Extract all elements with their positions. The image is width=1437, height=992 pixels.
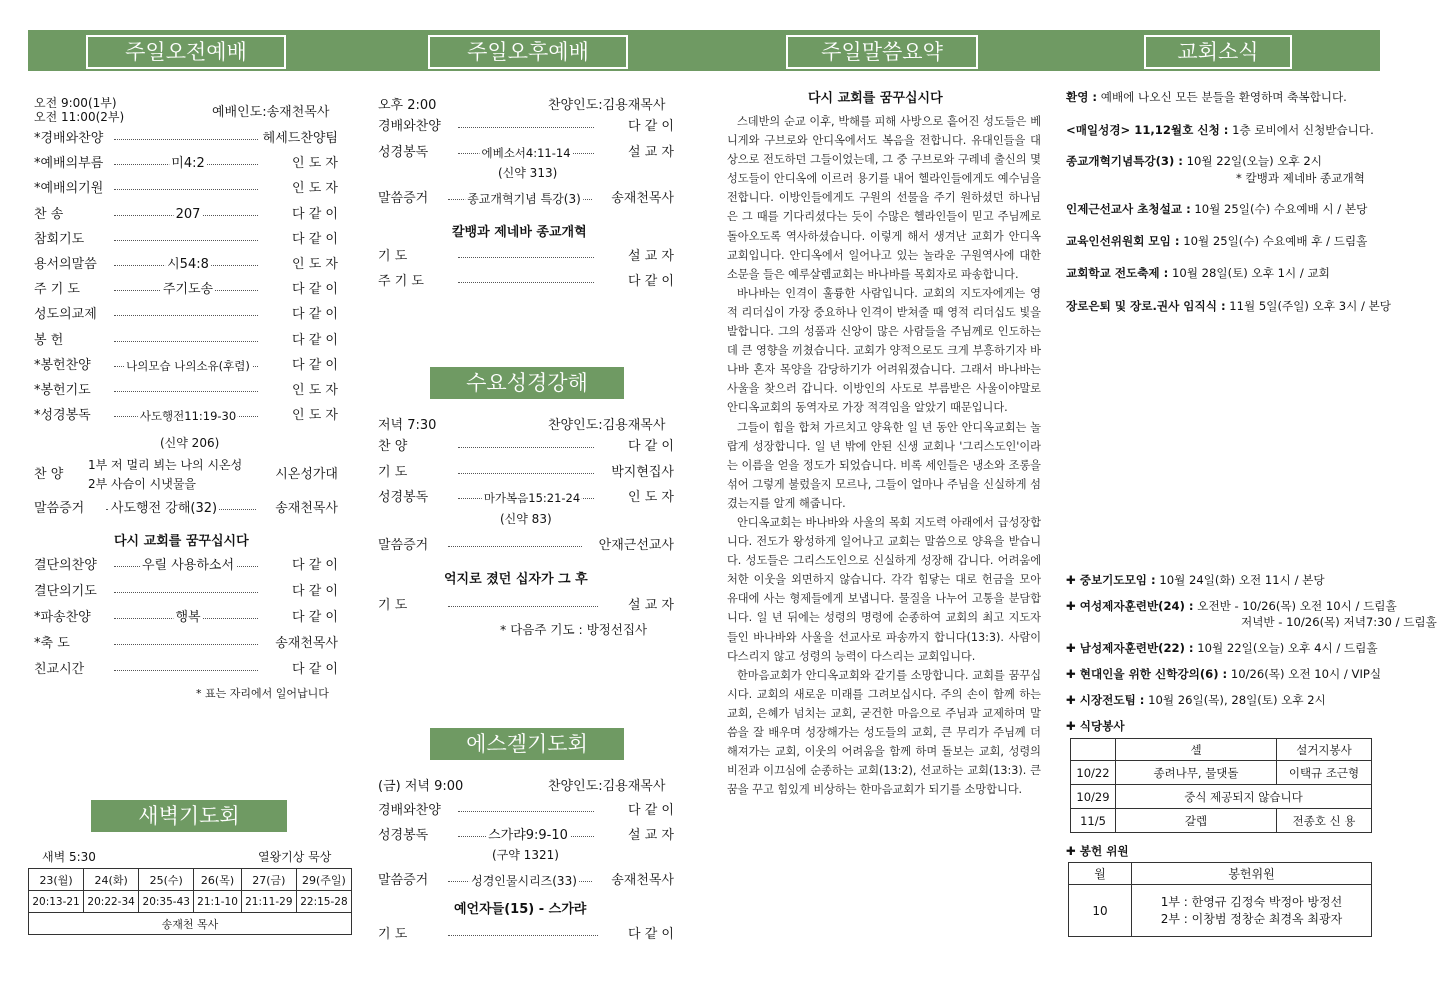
news-item-text: 10월 25일(수) 수요예배 시 / 본당 — [1190, 202, 1368, 216]
dawn-type: 열왕기상 묵상 — [258, 850, 332, 864]
dawn-day: 26(목) — [194, 869, 241, 891]
sermon-right: 안재근선교사 — [598, 538, 674, 553]
order-label: *축 도 — [34, 636, 70, 651]
praise-line-1: 1부 저 멀리 뵈는 나의 시온성 — [88, 458, 243, 472]
dotted-leader — [114, 592, 258, 593]
order-right: 다 같 이 — [292, 662, 338, 677]
offering-header-month: 월 — [1069, 863, 1132, 885]
order-row — [34, 583, 338, 601]
sermon-label: 말씀증거 — [378, 538, 429, 553]
order-right: 다 같 이 — [292, 231, 338, 247]
news-bullet-item — [1241, 614, 1437, 630]
offering-title: 봉헌 위원 — [1079, 844, 1129, 858]
news-item-title: 인제근선교사 초청설교 : — [1066, 202, 1191, 216]
bullet-icon: ✚ — [1066, 641, 1080, 655]
news-bullet-title: 여성제자훈련반(24) : — [1079, 599, 1194, 613]
news-item-text: 예배에 나오신 모든 분들을 환영하며 축복합니다. — [1097, 90, 1347, 104]
order-mid: 마가복음15:21-24 — [483, 491, 581, 505]
morning-scripture-page: (신약 206) — [160, 436, 220, 450]
dotted-leader — [114, 644, 258, 645]
order-right: 인 도 자 — [292, 257, 338, 272]
praise-label: 찬 양 — [34, 467, 64, 482]
order-label: *파송찬양 — [34, 610, 91, 625]
offering-table — [1068, 862, 1372, 937]
news-bullet-text: 10월 22일(오늘) 오후 4시 / 드림홀 — [1193, 641, 1378, 655]
order-row — [34, 661, 338, 679]
wednesday-leader: 찬양인도:김용재목사 — [548, 418, 666, 433]
order-right: 헤세드찬양팀 — [262, 131, 338, 146]
order-right: 다 같 이 — [292, 584, 338, 599]
bullet-icon: ✚ — [1066, 844, 1080, 858]
ezekiel-time: (금) 저녁 9:00 — [378, 779, 464, 794]
news-bullet-title: 중보기도모임 : — [1079, 573, 1156, 587]
dawn-day: 23(월) — [29, 869, 84, 891]
order-row — [378, 827, 674, 845]
order-mid: 우릴 사용하소서 — [141, 558, 235, 573]
news-item-title: 교회학교 전도축제 : — [1066, 266, 1169, 280]
order-label: 찬 양 — [378, 439, 408, 454]
meal-header-date — [1071, 739, 1116, 761]
order-right: 다 같 이 — [292, 206, 338, 222]
order-label: 주 기 도 — [34, 282, 80, 298]
news-item-title: 종교개혁기념특강(3) : — [1066, 154, 1183, 168]
order-row — [378, 144, 674, 162]
morning-praise-row — [34, 460, 338, 496]
offering-line-2: 2부 : 이창범 정창순 최경옥 최광자 — [1160, 911, 1343, 926]
news-item-title: <매일성경> 11,12월호 신청 : — [1066, 123, 1229, 137]
special-lecture-note: * 칼뱅과 제네바 종교개혁 — [1236, 171, 1365, 185]
morning-footnote: * 표는 자리에서 일어납니다 — [196, 687, 329, 700]
order-label: *봉헌기도 — [34, 383, 91, 398]
news-bullet-item — [1066, 598, 1397, 614]
order-mid: 시54:8 — [167, 257, 209, 272]
sermon-paragraph: 스데반의 순교 이후, 박해를 피해 사방으로 흩어진 성도들은 베니게와 구브로와 안디옥에서도 복음을 전합니다. 유대인들을 대상으로 전도하던 그들이었는데, 그 중 구브로와 구레네 출신의 몇 성도들이 안디옥에 이르러 용기를 내어 헬라인들에게도 예수님을 전합니다. 이방인들에게도 구원의 선물을 주기 원하셨던 하나님은 그 때를 기다리셨다는 듯이 수많은 헬라인들이 믿고 주님께로 돌아오도록 역사하셨습니다. 이렇게 해서 생겨난 교회가 안디옥교회입니다. 안디옥에서 일어나고 있는 놀라운 구원역사에 대한 소문을 들은 예루살렘교회는 바나바를 목회자로 파송합니다. — [727, 115, 1041, 281]
news-bullet-item — [1066, 640, 1378, 656]
order-label: 성경봉독 — [378, 145, 429, 160]
order-mid: 주기도송 — [162, 282, 214, 298]
praise-right: 시온성가대 — [275, 467, 338, 482]
order-label: *봉헌찬양 — [34, 357, 91, 373]
order-row — [378, 489, 674, 507]
sermon-paragraph: 그들이 힘을 합쳐 가르치고 양육한 일 년 동안 안디옥교회는 놀랍게 성장합니다. 일 년 밖에 안된 신생 교회나 '그리스도인'이라는 이름을 얻을 정도가 되었습니다. 비록 세인들은 냉소와 조롱을 섞어 그렇게 불렀을지 모르나, 그들이 얼마나 주님을 신실하게 섬겼는지를 알게 해줍니다. — [727, 420, 1041, 510]
news-bullet-text: 저녁반 - 10/26(목) 저녁7:30 / 드림홀 — [1241, 615, 1437, 629]
sermon-summary-title: 다시 교회를 꿈꾸십시다 — [808, 91, 943, 106]
afternoon-sermon-row — [378, 190, 674, 208]
order-mid: 행복 — [175, 610, 201, 625]
order-label: 참회기도 — [34, 231, 85, 247]
order-row — [34, 557, 338, 575]
sermon-header: 주일말씀요약 — [786, 35, 978, 69]
news-item — [1066, 201, 1367, 217]
morning-time-2: 오전 11:00(2부) — [34, 110, 125, 124]
order-label: 봉 헌 — [34, 332, 64, 348]
dawn-passage: 21:1-10 — [194, 891, 241, 913]
order-label: 찬 송 — [34, 206, 64, 222]
order-label: 결단의기도 — [34, 584, 97, 599]
sermon-right: 송재천목사 — [275, 501, 338, 516]
order-right: 다 같 이 — [628, 439, 674, 454]
meal-date: 10/29 — [1071, 785, 1116, 809]
order-label: *성경봉독 — [34, 408, 91, 424]
order-mid: 사도행전11:19-30 — [139, 409, 237, 424]
dotted-leader — [458, 257, 594, 258]
sermon-label: 말씀증거 — [378, 191, 429, 206]
order-mid: 스가랴9:9-10 — [488, 828, 568, 843]
afternoon-title: 칼뱅과 제네바 종교개혁 — [452, 225, 587, 240]
order-row — [34, 206, 338, 224]
order-label: 성경봉독 — [378, 490, 429, 505]
praise-line-2: 2부 사슴이 시냇물을 — [88, 477, 197, 491]
afternoon-header: 주일오후예배 — [428, 35, 628, 69]
wednesday-prayer-row — [378, 597, 674, 615]
order-right: 다 같 이 — [292, 558, 338, 573]
sermon-paragraph: 바나바는 인격이 훌륭한 사람입니다. 교회의 지도자에게는 영적 리더십이 가장 중요하나 인격이 받쳐줄 때 영적 리더십도 빛을 발합니다. 그의 성품과 신앙이 많은 사람들을 주님께로 인도하는데 큰 영향을 끼쳤습니다. 교회가 양적으로도 크게 부흥하기자 바나바 혼자 목양을 감당하기가 어려워졌습니다. 그래서 바나바는 사울을 찾으러 갑니다. 이방인의 사도로 부름받은 사울이야말로 안디옥교회의 동역자로 가장 적격임을 알았기 때문입니다. — [727, 286, 1041, 415]
prayer-label: 기 도 — [378, 598, 408, 613]
order-right: 다 같 이 — [292, 332, 338, 348]
ezekiel-header: 에스겔기도회 — [430, 728, 624, 760]
order-label: 결단의찬양 — [34, 558, 97, 573]
news-bullet-item — [1066, 692, 1326, 708]
morning-header: 주일오전예배 — [86, 35, 286, 69]
morning-leader: 예배인도:송재천목사 — [212, 105, 330, 120]
order-label: 기 도 — [378, 249, 408, 264]
news-item-text: 10월 28일(토) 오후 1시 / 교회 — [1168, 266, 1330, 280]
news-item — [1066, 122, 1374, 138]
dotted-leader — [458, 811, 594, 812]
order-row — [34, 180, 338, 198]
ezekiel-scripture-page: (구약 1321) — [492, 848, 559, 862]
bullet-icon: ✚ — [1066, 667, 1080, 681]
dotted-leader — [114, 315, 258, 316]
order-label: 친교시간 — [34, 662, 85, 677]
dotted-leader — [114, 139, 258, 140]
wednesday-title: 억지로 졌던 십자가 그 후 — [444, 572, 588, 587]
dawn-day: 25(수) — [139, 869, 194, 891]
order-label: *경배와찬양 — [34, 131, 104, 146]
ezekiel-sermon-row — [378, 872, 674, 890]
dawn-passage: 22:15-28 — [296, 891, 351, 913]
sermon-mid: 종교개혁기념 특강(3) — [467, 192, 581, 206]
dawn-day: 27(금) — [241, 869, 296, 891]
order-label: 성도의교제 — [34, 307, 97, 323]
dotted-leader — [458, 473, 594, 474]
offering-title-row — [1066, 843, 1129, 859]
news-item-text: 11월 5일(주일) 오후 3시 / 본당 — [1225, 299, 1391, 313]
order-right: 박지현집사 — [611, 464, 674, 480]
dawn-leader: 송재천 목사 — [29, 913, 352, 935]
order-right: 다 같 이 — [628, 274, 674, 289]
prayer-label: 기 도 — [378, 927, 408, 942]
meal-cell: 종려나무, 물댓돌 — [1116, 761, 1277, 785]
dotted-leader — [458, 447, 594, 448]
order-row — [34, 382, 338, 400]
order-right: 인 도 자 — [292, 408, 338, 424]
sermon-mid: 사도행전 강해(32) — [110, 501, 218, 516]
offering-line-1: 1부 : 한영규 김정숙 박정아 방정선 — [1160, 894, 1343, 909]
order-right: 송재천목사 — [275, 636, 338, 651]
order-right: 다 같 이 — [292, 282, 338, 298]
meal-header-dish: 설거지봉사 — [1277, 739, 1372, 761]
news-bullet-text: 10/26(목) 오전 10시 / VIP실 — [1227, 667, 1382, 681]
order-right: 다 같 이 — [292, 307, 338, 323]
order-row — [34, 281, 338, 299]
sermon-mid: 성경인물시리즈(33) — [471, 874, 577, 888]
dotted-leader — [114, 670, 258, 671]
wednesday-next-prayer: * 다음주 기도 : 방정선집사 — [500, 622, 648, 637]
order-label: 용서의말씀 — [34, 257, 97, 272]
sermon-paragraph: 안디옥교회는 바나바와 사울의 목회 지도력 아래에서 급성장합니다. 전도가 왕성하게 일어나고 교회는 말씀으로 양육을 받습니다. 성도들은 그리스도인으로 신실하게 성장해 갑니다. 어려움에 처한 이웃을 외면하지 않습니다. 각각 힘닿는 대로 헌금을 모아 유대에 사는 형제들에게 보냅니다. 물질을 나누어 고통을 분담합니다. 일 년 뒤에는 성령의 명령에 순종하여 교회의 최고 지도자들인 바나바와 사울을 선교사로 파송까지 합니다(13:3). 사람이 다스리지 않고 성령의 능력이 다스리는 교회입니다. — [727, 515, 1041, 663]
sermon-right: 송재천목사 — [611, 191, 674, 206]
order-mid: 나의모습 나의소유(후렴) — [126, 358, 250, 373]
order-row — [378, 273, 674, 291]
order-right: 인 도 자 — [292, 156, 338, 172]
afternoon-scripture-page: (신약 313) — [498, 166, 558, 180]
order-label: 주 기 도 — [378, 274, 424, 289]
news-item — [1066, 265, 1330, 281]
news-item — [1066, 89, 1347, 105]
dotted-leader — [114, 391, 258, 392]
sermon-label: 말씀증거 — [34, 501, 85, 516]
offering-month: 10 — [1069, 885, 1132, 937]
dotted-leader — [458, 127, 594, 128]
dawn-passage: 20:13-21 — [29, 891, 84, 913]
wednesday-header: 수요성경강해 — [430, 367, 624, 399]
order-row — [378, 802, 674, 820]
prayer-right: 다 같 이 — [628, 927, 674, 942]
order-mid: 에베소서4:11-14 — [481, 146, 571, 160]
dawn-passage: 20:35-43 — [139, 891, 194, 913]
order-row — [34, 635, 338, 653]
order-label: 경배와찬양 — [378, 119, 441, 134]
order-mid: 207 — [175, 206, 201, 222]
bullet-icon: ✚ — [1066, 719, 1080, 733]
order-row — [378, 438, 674, 456]
morning-time-1: 오전 9:00(1부) — [34, 96, 117, 110]
news-bullet-item — [1066, 666, 1381, 682]
dawn-table — [28, 868, 352, 935]
ezekiel-leader: 찬양인도:김용재목사 — [548, 779, 666, 794]
meal-title-row — [1066, 718, 1125, 734]
bullet-icon: ✚ — [1066, 573, 1080, 587]
order-right: 다 같 이 — [292, 357, 338, 373]
order-right: 설 교 자 — [628, 249, 674, 264]
news-bullet-text: 10월 26일(목), 28일(토) 오후 2시 — [1144, 693, 1326, 707]
bullet-icon: ✚ — [1066, 599, 1080, 613]
order-row — [378, 118, 674, 136]
dawn-passage: 20:22-34 — [84, 891, 139, 913]
sermon-summary-body — [727, 112, 1041, 799]
wednesday-time: 저녁 7:30 — [378, 418, 437, 433]
sermon-label: 말씀증거 — [378, 873, 429, 888]
prayer-right: 설 교 자 — [628, 598, 674, 613]
order-row — [34, 130, 338, 148]
sermon-right: 송재천목사 — [611, 873, 674, 888]
dotted-leader — [448, 546, 582, 547]
ezekiel-title: 예언자들(15) - 스가랴 — [454, 902, 587, 917]
order-right: 설 교 자 — [628, 828, 674, 843]
order-row — [34, 231, 338, 249]
order-right: 인 도 자 — [292, 181, 338, 197]
dawn-header: 새벽기도회 — [91, 800, 287, 832]
wednesday-sermon-row — [378, 537, 674, 555]
news-bullet-title: 현대인을 위한 신학강의(6) : — [1079, 667, 1228, 681]
order-row — [34, 407, 338, 425]
news-item — [1066, 153, 1322, 169]
meal-dish: 전종호 신 용 — [1277, 809, 1372, 833]
offering-header-members: 봉헌위원 — [1132, 863, 1372, 885]
news-item-text: 10월 25일(수) 수요예배 후 / 드림홀 — [1179, 234, 1368, 248]
order-label: 경배와찬양 — [378, 803, 441, 818]
news-item-text: 10월 22일(오늘) 오후 2시 — [1182, 154, 1323, 168]
dotted-leader — [448, 935, 598, 936]
order-row — [34, 609, 338, 627]
meal-table — [1070, 738, 1372, 833]
news-bullet-text: 10월 24일(화) 오전 11시 / 본당 — [1155, 573, 1325, 587]
order-right: 다 같 이 — [292, 610, 338, 625]
order-right: 설 교 자 — [628, 145, 674, 160]
order-row — [34, 357, 338, 375]
afternoon-leader: 찬양인도:김용재목사 — [548, 98, 666, 113]
news-item-title: 환영 : — [1066, 90, 1098, 104]
wednesday-scripture-page: (신약 83) — [500, 512, 552, 526]
order-row — [378, 464, 674, 482]
news-bullet-title: 남성제자훈련반(22) : — [1079, 641, 1194, 655]
dotted-leader — [114, 240, 258, 241]
dotted-leader — [114, 341, 258, 342]
news-item-title: 교육인선위원회 모임 : — [1066, 234, 1180, 248]
order-right: 다 같 이 — [628, 803, 674, 818]
sermon-paragraph: 한마음교회가 안디옥교회와 같기를 소망합니다. 교회를 꿈꾸십시다. 교회의 새로운 미래를 그려보십시다. 주의 손이 함께 하는 교회, 은혜가 넘치는 교회, 굳건한 마음으로 주님과 교제하며 말씀을 잘 배우며 성장해가는 성도들의 교회, 큰 무리가 주님께 더해져가는 교회, 이웃의 어려움을 함께 하며 돌보는 교회, 성령의 비전과 이끄심에 순종하는 교회(13:2), 선교하는 교회(13:3). 큰 꿈을 꾸고 힘있게 비상하는 한마음교회가 되기를 소망합니다. — [727, 668, 1041, 797]
order-row — [34, 155, 338, 173]
ezekiel-prayer-row — [378, 926, 674, 944]
morning-sermon-row — [34, 500, 338, 518]
afternoon-time: 오후 2:00 — [378, 98, 437, 113]
news-bullet-title: 시장전도팀 : — [1079, 693, 1145, 707]
dawn-day: 29(주일) — [296, 869, 351, 891]
news-bullet-item — [1066, 572, 1325, 588]
news-bullet-text: 오전반 - 10/26(목) 오전 10시 / 드림홀 — [1193, 599, 1397, 613]
order-mid: 미4:2 — [171, 156, 205, 172]
dawn-passage: 21:11-29 — [241, 891, 296, 913]
order-row — [378, 248, 674, 266]
meal-cell: 갈렙 — [1116, 809, 1277, 833]
news-item-text: 1층 로비에서 신청받습니다. — [1228, 123, 1374, 137]
news-header: 교회소식 — [1144, 35, 1292, 69]
news-item — [1066, 298, 1391, 314]
order-row — [34, 256, 338, 274]
order-label: 기 도 — [378, 464, 408, 480]
order-right: 인 도 자 — [628, 490, 674, 505]
dawn-day: 24(화) — [84, 869, 139, 891]
bullet-icon: ✚ — [1066, 693, 1080, 707]
order-row — [34, 332, 338, 350]
dotted-leader — [458, 282, 594, 283]
order-right: 인 도 자 — [292, 383, 338, 398]
meal-title: 식당봉사 — [1079, 719, 1125, 733]
news-item — [1066, 233, 1367, 249]
news-item-title: 장로은퇴 및 장로.권사 임직식 : — [1066, 299, 1226, 313]
meal-cell: 중식 제공되지 않습니다 — [1116, 785, 1372, 809]
dotted-leader — [114, 189, 258, 190]
meal-header-cell: 셀 — [1116, 739, 1277, 761]
dawn-time: 새벽 5:30 — [42, 850, 96, 864]
order-right: 다 같 이 — [628, 119, 674, 134]
order-label: 성경봉독 — [378, 828, 429, 843]
order-row — [34, 306, 338, 324]
meal-dish: 이택규 조근형 — [1277, 761, 1372, 785]
meal-date: 11/5 — [1071, 809, 1116, 833]
meal-date: 10/22 — [1071, 761, 1116, 785]
order-label: *예배의부름 — [34, 156, 104, 172]
order-label: *예배의기원 — [34, 181, 104, 197]
dotted-leader — [448, 606, 598, 607]
morning-sermon-title: 다시 교회를 꿈꾸십시다 — [114, 534, 249, 549]
